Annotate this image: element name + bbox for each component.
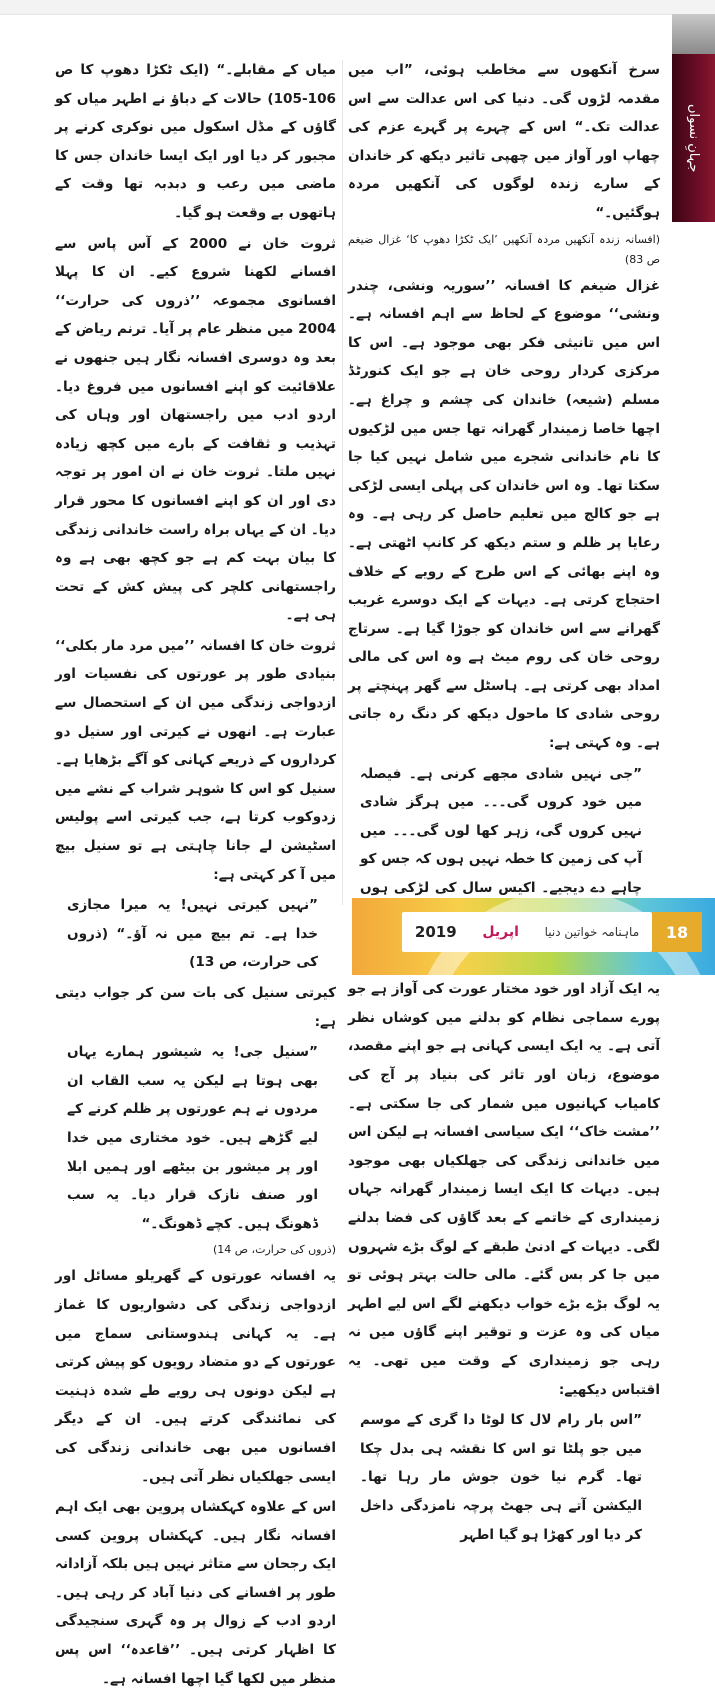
block-quote: ”نہیں کیرتی نہیں! یہ میرا مجازی خدا ہے۔ تم بیچ میں نہ آؤ۔“ (ذروں کی حرارت، ص 13) bbox=[67, 897, 318, 971]
citation: (افسانہ زندہ آنکھیں مردہ آنکھیں ’ایک ٹکڑا دھوپ کا‘ غزال ضیغم ص 83) bbox=[348, 232, 660, 266]
footer-banner bbox=[352, 898, 715, 975]
issue-month: اپریل bbox=[482, 924, 519, 940]
paragraph: سرخ آنکھوں سے مخاطب ہوئی، ”اب میں مقدمہ لڑوں گی۔ دنیا کی اس عدالت سے اس عدالت تک۔“ اس کے چہرے پر گہرے عزم کی چھاپ اور آواز میں چھپی تاثیر دیکھ کر خاندان کے سارے زندہ لوگوں کی آنکھیں مردہ ہوگئیں۔“ bbox=[348, 62, 660, 221]
paragraph: کیرتی سنیل کی بات سن کر جواب دیتی ہے: bbox=[55, 985, 336, 1030]
column-divider bbox=[342, 60, 343, 905]
footer-bar bbox=[402, 912, 652, 952]
block-quote: ”سنیل جی! یہ شیشور ہمارے یہاں بھی ہوتا ہے لیکن یہ سب القاب ان مردوں نے ہم عورتوں پر ظلم کرنے کے لیے گڑھے ہیں۔ خود مختاری میں خدا اور پر میشور بن بیٹھے اور ہمیں ابلا اور صنف نازک قرار دیا۔ یہ سب ڈھونگ ہیں۔ کچے ڈھونگ۔“ bbox=[67, 1044, 318, 1232]
citation: (ذروں کی حرارت، ص 14) bbox=[212, 1243, 336, 1257]
paragraph: ثروت خان نے 2000 کے آس پاس سے افسانے لکھنا شروع کیے۔ ان کا پہلا افسانوی مجموعہ ’’ذروں کی حرارت‘‘ 2004 میں منظر عام پر آیا۔ ترنم ریاض کے بعد وہ دوسری افسانہ نگار ہیں جنھوں نے علاقائیت کو اپنے افسانوں میں فروغ دیا۔ اردو ادب میں راجستھان اور وہاں کی تہذیب و ثقافت کے بارے میں کچھ زیادہ نہیں ملتا۔ ثروت خان نے ان امور پر توجہ دی اور ان کو اپنے افسانوں کا محور قرار دیا۔ ان کے یہاں براہ راست خاندانی زندگی کا بیان بہت کم ہے جو کچھ بھی ہے وہ راجستھانی کلچر کی پیش کش کے تحت ہی ہے۔ bbox=[55, 235, 336, 624]
block-quote: ”اس بار رام لال کا لوٹا دا گری کے موسم میں جو پلٹا تو اس کا نقشہ ہی بدل چکا تھا۔ گرم نیا خون جوش مار رہا تھا۔ الیکشن آتے ہی جھٹ پرچہ نامزدگی داخل کر دیا اور کھڑا ہو گیا اطہر bbox=[360, 1412, 642, 1543]
section-tab-label: جہانِ نسواں bbox=[686, 103, 701, 173]
section-tab bbox=[672, 54, 715, 222]
issue-year: 2019 bbox=[414, 923, 457, 941]
paragraph: یہ ایک آزاد اور خود مختار عورت کی آواز ہے جو پورے سماجی نظام کو بدلنے میں کوشاں نظر آتی ہے۔ یہ ایک ایسی کہانی ہے جو اپنے مقصد، موضوع، زبان اور تاثر کی بنیاد پر آج کی کامیاب کہانیوں میں شمار کی جا سکتی ہے۔ ’’مشت خاک‘‘ ایک سیاسی افسانہ ہے لیکن اس میں خاندانی زندگی کی جھلکیاں بھی موجود ہیں۔ دیہات کا ایک ایسا زمیندار گھرانہ جہاں زمینداری کے خاتمے کے بعد گاؤں کی فضا بدلنے لگی۔ دیہات کے ادنیٰ طبقے کے لوگ بڑے شہروں میں جا کر بس گئے۔ مالی حالت بہتر ہوئی تو یہ لوگ بڑے بڑے خواب دیکھنے لگے اس لیے اطہر میاں کی وہ عزت و توقیر اپنے گاؤں میں نہ رہی جو زمینداری کے وقت میں تھی۔ یہ اقتباس دیکھیے: bbox=[348, 981, 660, 1398]
left-column bbox=[55, 56, 336, 1695]
side-corner-decoration bbox=[672, 14, 715, 54]
right-column bbox=[348, 56, 660, 1551]
paragraph: یہ افسانہ عورتوں کے گھریلو مسائل اور ازدواجی زندگی کی دشواریوں کا غماز ہے۔ یہ کہانی ہندوستانی سماج میں عورتوں کے دو متضاد رویوں کو پیش کرتی ہے لیکن دونوں ہی رویے طے شدہ ذہنیت کی نمائندگی کرتے ہیں۔ ان کے دیگر افسانوں میں بھی خاندانی زندگی کی ایسی جھلکیاں نظر آتی ہیں۔ bbox=[55, 1268, 336, 1485]
block-quote: ”جی نہیں شادی مجھے کرنی ہے۔ فیصلہ میں خود کروں گی۔۔۔ میں ہرگز شادی نہیں کروں گی، زہر کھا لوں گی۔۔۔ میں آپ کی زمین کا خطہ نہیں ہوں کہ جس کو چاہے دے دیجیے۔ اکیس سال کی لڑکی ہوں bbox=[360, 765, 642, 897]
paragraph: میاں کے مقابلے۔“ (ایک ٹکڑا دھوپ کا ص 106-105) حالات کے دباؤ نے اطہر میاں کو گاؤں کے مڈل اسکول میں نوکری کرنے پر مجبور کر دیا اور ایک ایسا خاندان جس کا ماضی میں رعب و دبدبہ تھا وقت کے ہاتھوں بے وقعت ہو گیا۔ bbox=[55, 62, 336, 221]
paragraph: غزال ضیغم کا افسانہ ’’سوریہ ونشی، چندر ونشی‘‘ موضوع کے لحاظ سے اہم افسانہ ہے۔ اس میں تانیثی فکر بھی موجود ہے۔ اس کا مرکزی کردار روحی خان ہے جو ایک کنورٹڈ مسلم (شیعہ) خاندان کی چشم و چراغ ہے۔ اچھا خاصا زمیندار گھرانہ تھا جس میں لڑکیوں کا نام خاندانی شجرے میں شامل نہیں کیا جا سکتا تھا۔ وہ اس خاندان کی پہلی ایسی لڑکی ہے جو کالج میں تعلیم حاصل کر رہی ہے۔ وہ رعایا پر ظلم و ستم دیکھ کر کانپ اٹھتی ہے۔ وہ اپنے بھائی کے اس طرح کے رویے کے خلاف احتجاج کرتی ہے۔ دیہات کے ایک دوسرے غریب گھرانے سے اس خاندان کو جوڑا گیا ہے۔ سرتاج روحی خان کی روم میٹ ہے وہ اس کی مالی امداد بھی کرتی ہے۔ ہاسٹل سے گھر پہنچتے پر روحی شادی کا ماحول دیکھ کر دنگ رہ جاتی ہے۔ وہ کہتی ہے: bbox=[348, 277, 660, 752]
magazine-name: ماہنامہ خواتین دنیا bbox=[544, 925, 640, 939]
top-strip bbox=[0, 0, 715, 15]
page-number: 18 bbox=[652, 912, 702, 952]
paragraph: ثروت خان کا افسانہ ’’میں مرد مار بکلی‘‘ بنیادی طور پر عورتوں کی نفسیات اور ازدواجی زندگی میں ان کے استحصال سے عبارت ہے۔ انھوں نے کیرتی اور سنیل دو کرداروں کے ذریعے کہانی کو آگے بڑھایا ہے۔ سنیل کو اس کا شوہر شراب کے نشے میں زدوکوب کرتا ہے، جب کیرتی اسے پولیس اسٹیشن لے جانا چاہتی ہے تو سنیل بیچ میں آ کر کہتی ہے: bbox=[55, 637, 336, 883]
paragraph: اس کے علاوہ کہکشاں پروین بھی ایک اہم افسانہ نگار ہیں۔ کہکشاں پروین کسی ایک رجحان سے متاثر نہیں ہیں بلکہ آزادانہ طور پر افسانے کی دنیا آباد کر رہی ہیں۔ اردو ادب کے زوال پر وہ گہری سنجیدگی کا اظہار کرتی ہیں۔ ’’قاعدہ‘‘ اس پس منظر میں لکھا گیا اچھا افسانہ ہے۔ bbox=[55, 1499, 336, 1687]
